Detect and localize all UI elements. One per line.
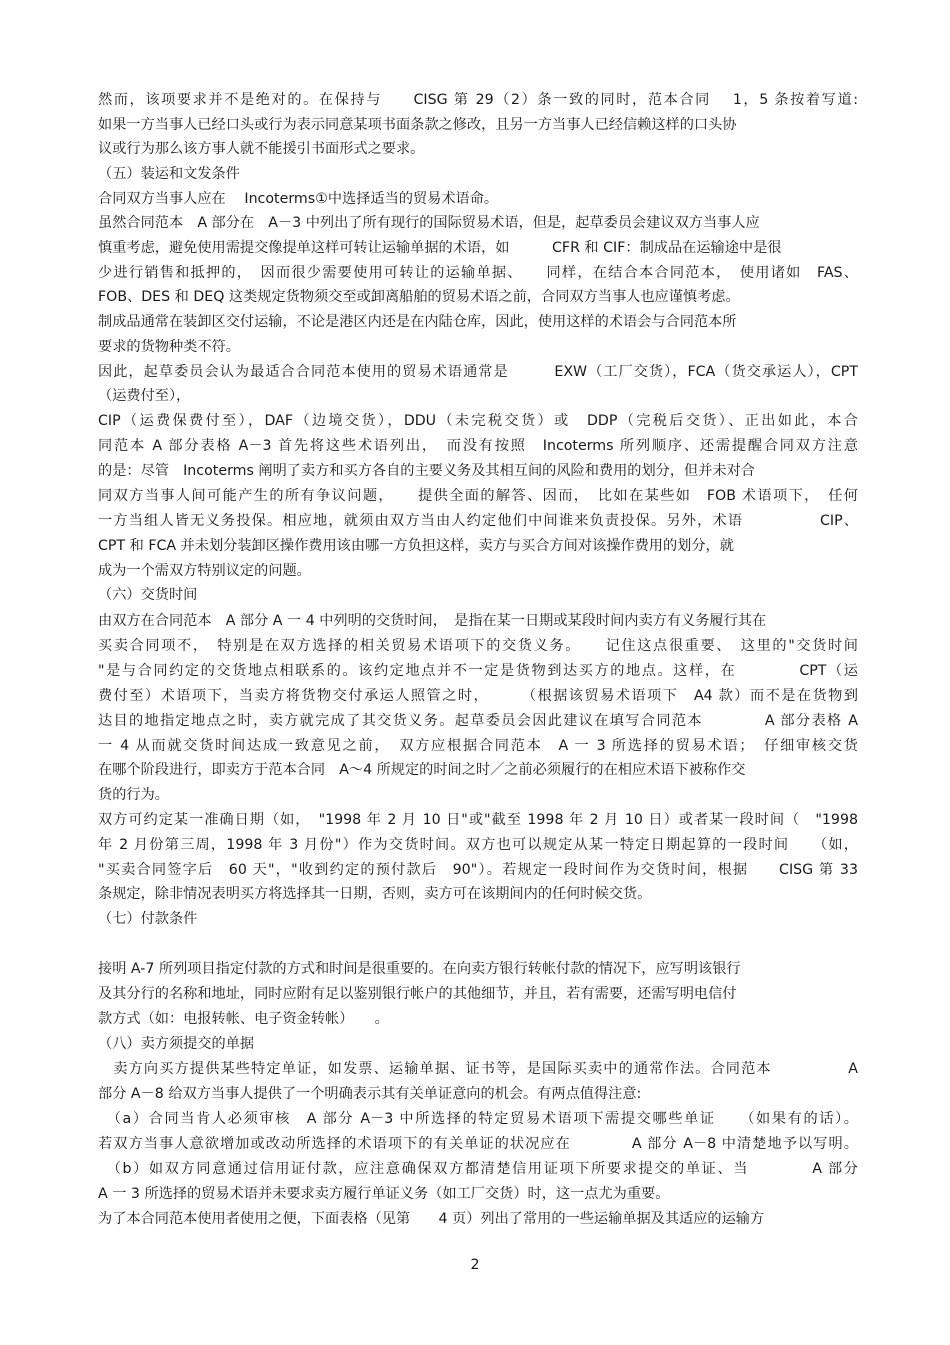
text-line: 及其分行的名称和地址，同时应附有足以鉴别银行帐户的其他细节，并且，若有需要，还需写明电信付 — [98, 986, 737, 1002]
text-line: 合同双方当事人应在 Incoterms①中选择适当的贸易术语命。 — [98, 191, 499, 207]
text-line: 一 4 从而就交货时间达成一致意见之前， 双方应根据合同范本 A 一 3 所选择的贸易术语； 仔细审核交货 — [98, 738, 858, 754]
text-line: 费付至）术语项下，当卖方将货物交付承运人照管之时， （根据该贸易术语项下 A4 款）而不是在货物到 — [98, 688, 858, 704]
text-line: A 一 3 所选择的贸易术语并未要求卖方履行单证义务（如工厂交货）时，这一点尤为重要。 — [98, 1186, 670, 1202]
text-line: 为了本合同范本使用者使用之便，下面表格（见第 4 页）列出了常用的一些运输单据及其适应的运输方 — [98, 1211, 765, 1227]
text-line: 同双方当事人间可能产生的所有争议问题， 提供全面的解答、因而， 比如在某些如 FOB 术语项下， 任何 — [98, 488, 858, 504]
text-line: 议或行为那么该方事人就不能援引书面形式之要求。 — [98, 141, 425, 157]
text-line: "买卖合同签字后 60 天"，"收到约定的预付款后 90"）。若规定一段时间作为交货时间，根据 CISG 第 33 — [98, 862, 858, 878]
text-line: 在哪个阶段进行，即卖方于范本合同 A～4 所规定的时间之时／之前必须履行的在相应术语下被称作交 — [98, 762, 746, 778]
text-line: 虽然合同范本 A 部分在 A－3 中列出了所有现行的国际贸易术语，但是，起草委员会建议双方当事人应 — [98, 215, 760, 231]
text-line: 同范本 A 部分表格 A－3 首先将这些术语列出， 而没有按照 Incoterms 所列顺序、还需提醒合同双方注意 — [98, 438, 858, 454]
text-line: （六）交货时间 — [98, 587, 198, 603]
text-line: 达目的地指定地点之时，卖方就完成了其交货义务。起草委员会因此建议在填写合同范本 A 部分表格 A — [98, 713, 858, 729]
text-line: 然而，该项要求并不是绝对的。在保持与 CISG 第 29（2）条一致的同时，范本合同 1，5 条按着写道: — [98, 92, 858, 108]
text-line: 一方当组人皆无义务投保。相应地，就须由双方当由人约定他们中间谁来负责投保。另外，术语 CIP、 — [98, 513, 858, 529]
text-line: 部分 A－8 给双方当事人提供了一个明确表示其有关单证意向的机会。有两点值得注意: — [98, 1086, 642, 1102]
text-line: CPT 和 FCA 并未划分装卸区操作费用该由哪一方负担这样，卖方与买合方间对该操作费用的划分，就 — [98, 538, 734, 554]
page-number: 2 — [470, 1257, 480, 1273]
text-line: 要求的货物种类不符。 — [98, 339, 240, 355]
text-line: 慎重考虑，避免使用需提交像提单这样可转让运输单据的术语，如 CFR 和 CIF：制成品在运输途中是很 — [98, 240, 782, 256]
text-line: 如果一方当事人已经口头或行为表示同意某项书面条款之修改，且另一方当事人已经信赖这样的口头协 — [98, 117, 737, 133]
text-line: CIP（运费保费付至），DAF（边境交货），DDU（未完税交货）或 DDP（完税后交货）、正出如此，本合 — [98, 413, 858, 429]
text-line: 的是：尽管 Incoterms 阐明了卖方和买方各自的主要义务及其相互间的风险和费用的划分，但并未对合 — [98, 463, 755, 479]
text-line: 卖方向买方提供某些特定单证，如发票、运输单据、证书等，是国际买卖中的通常作法。合同范本 A — [98, 1061, 858, 1077]
text-line: 条规定，除非情况表明买方将选择其一日期，否则，卖方可在该期间内的任何时候交货。 — [98, 886, 652, 902]
text-line: 由双方在合同范本 A 部分 A 一 4 中列明的交货时间， 是指在某一日期或某段时间内卖方有义务履行其在 — [98, 613, 767, 629]
text-line: 因此，起草委员会认为最适合合同范本使用的贸易术语通常是 EXW（工厂交货），FCA（货交承运人），CPT — [98, 364, 858, 380]
text-line: 买卖合同项不， 特别是在双方选择的相关贸易术语项下的交货义务。 记住这点很重要、 这里的"交货时间 — [98, 638, 858, 654]
text-line: 年 2 月份第三周，1998 年 3 月份"）作为交货时间。双方也可以规定从某一特定日期起算的一段时间 （如， — [98, 837, 858, 853]
text-line: 货的行为。 — [98, 787, 169, 803]
text-line: 制成品通常在装卸区交付运输，不论是港区内还是在内陆仓库，因此，使用这样的术语会与合同范本所 — [98, 314, 737, 330]
text-line: FOB、DES 和 DEQ 这类规定货物须交至或卸离船舶的贸易术语之前，合同双方当事人也应谨慎考虑。 — [98, 289, 740, 305]
text-line: 双方可约定某一准确日期（如， "1998 年 2 月 10 日"或"截至 1998 年 2 月 10 日）或者某一段时间（ "1998 — [98, 812, 858, 828]
text-line: （a）合同当肯人必须审核 A 部分 A－3 中所选择的特定贸易术语项下需提交哪些单证 （如果有的话）。 — [98, 1111, 858, 1127]
text-line: （运费付至）， — [98, 388, 191, 404]
text-line: "是与合同约定的交货地点相联系的。该约定地点并不一定是货物到达买方的地点。这样，在 CPT（运 — [98, 663, 858, 679]
text-line: 接明 A-7 所列项目指定付款的方式和时间是很重要的。在向卖方银行转帐付款的情况下，应写明该银行 — [98, 961, 741, 977]
text-line: （八）卖方须提交的单据 — [98, 1036, 255, 1052]
text-line: 若双方当事人意欲增加或改动所选择的术语项下的有关单证的状况应在 A 部分 A－8 中清楚地予以写明。 — [98, 1136, 858, 1152]
text-line: （b）如双方同意通过信用证付款，应注意确保双方都清楚信用证项下所要求提交的单证、当 A 部分 — [98, 1161, 858, 1177]
text-line: （七）付款条件 — [98, 911, 198, 927]
text-line: 成为一个需双方特别议定的问题。 — [98, 563, 311, 579]
text-line: 少进行销售和抵押的， 因而很少需要使用可转让的运输单据、 同样，在结合本合同范本， 使用诸如 FAS、 — [98, 265, 858, 281]
text-line: （五）装运和文发条件 — [98, 166, 240, 182]
text-line: 款方式（如：电报转帐、电子资金转帐） 。 — [98, 1011, 389, 1027]
